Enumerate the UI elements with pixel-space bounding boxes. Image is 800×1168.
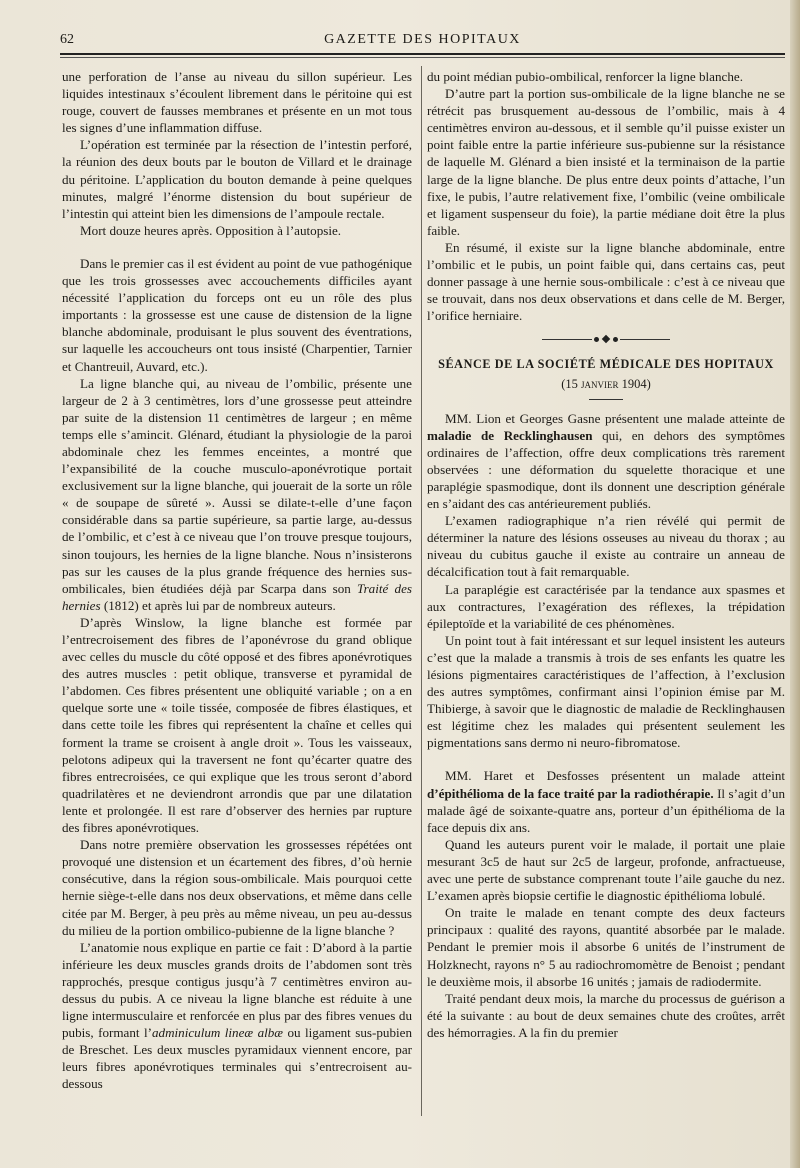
left-column bbox=[62, 68, 412, 1093]
section-ornament bbox=[427, 336, 785, 342]
paragraph: Un point tout à fait intéressant et sur lequel insistent les auteurs c’est que la malade a transmis à trois de ses enfants les quatre les lésions pigmentaires caractéristiques de l’affection, à l’exclusion des autres symptômes, confirmant ainsi l’opinion émise par M. Thibierge, à savoir que le diagnostic de maladie de Recklinghausen est légitime chez les malades qui présentent seulement les pigmentations sans dermo ni neuro-fibromatose. bbox=[427, 632, 785, 751]
paragraph: Dans notre première observation les grossesses répétées ont provoqué une distension et un écartement des fibres, d’où hernie consécutive, dans la région sous-ombilicale. Mais pourquoi cette hernie siège-t-elle dans nos deux observations, et même dans celle citée par M. Berger, à peu près au même niveau, un peu au-dessus du milieu de la portion ombilico-pubienne de la ligne blanche ? bbox=[62, 837, 412, 938]
paragraph: une perforation de l’anse au niveau du sillon supérieur. Les liquides intestinaux s’écoulent librement dans le péritoine qui est rouge, couvert de fausses membranes et présente en un mot tous les signes d’une inflammation diffuse. bbox=[62, 69, 412, 136]
paragraph-text: qui, en dehors des symptômes ordinaires de l’affection, offre deux complications très rarement observées : une déformation du squelette thoracique et une paraplégie spasmodique, dont ils donnent une description générale en s’aidant des cas antérieurement publiés. bbox=[427, 427, 785, 512]
paragraph: L’opération est terminée par la résection de l’intestin perforé, la réunion des deux bouts par le bouton de Villard et le drainage du péritoine. L’application du bouton demande à peine quelques minutes, malgré l’énorme distension du bout supérieur de l’intestin qui atteint bien les dimensions de l’ampoule rectale. bbox=[62, 137, 412, 221]
paragraph-text: MM. Haret et Desfosses présentent un malade atteint bbox=[445, 768, 785, 784]
section-date: (15 janvier 1904) bbox=[561, 376, 651, 391]
case-title: d’épithélioma de la face traité par la radiothérapie. bbox=[427, 785, 714, 801]
paragraph-text: L’anatomie nous explique en partie ce fait : D’abord à la partie inférieure les deux muscles grands droits de l’abdomen sont très rapprochés, presque contigus jusqu’à 7 centimètres environ au-dessus du pubis. A ce niveau la ligne blanche est réduite à une ligne intermusculaire et renforcée en plus par des fibres venues du pubis, formant l’ bbox=[62, 939, 412, 1041]
paragraph: En résumé, il existe sur la ligne blanche abdominale, entre l’ombilic et le pubis, un point faible qui, dans certains cas, peut donner passage à une hernie sous-ombilicale : c’est à ce niveau que se trouvait, dans nos deux observations et dans celle de M. Berger, l’orifice herniaire. bbox=[427, 239, 785, 324]
paragraph: L’examen radiographique n’a rien révélé qui permit de déterminer la nature des lésions osseuses au niveau du thorax ; au niveau du cubitus gauche il existe au contraire un anneau de décalcification tout à fait remarquable. bbox=[427, 513, 785, 580]
paragraph bbox=[427, 410, 785, 513]
paragraph: Mort douze heures après. Opposition à l’autopsie. bbox=[80, 222, 342, 238]
spacer bbox=[427, 751, 785, 767]
right-column bbox=[427, 68, 785, 1041]
paragraph bbox=[427, 767, 785, 835]
paragraph: Dans le premier cas il est évident au point de vue pathogénique que les trois grossesses avec accouchements difficiles ayant nécessité l’application du forceps ont eu un rôle des plus importants : la grossesse est une cause de distension de la ligne blanche abdominale, produisant le plus souvent des éventrations, sur laquelle les accoucheurs ont tous insisté (Charpentier, Tarnier et Chantreuil, Auvard, etc.). bbox=[62, 255, 412, 374]
page-number: 62 bbox=[60, 32, 74, 47]
header-rule bbox=[60, 53, 785, 55]
paragraph-text: (1812) et après lui par de nombreux auteurs. bbox=[103, 597, 336, 613]
header-rule-thin bbox=[60, 57, 785, 58]
disease-name: maladie de Recklinghausen bbox=[427, 427, 593, 443]
paragraph: du point médian pubio-ombilical, renforcer la ligne blanche. bbox=[427, 69, 743, 84]
paragraph-text: Il s’agit d’un malade âgé de soixante-quatre ans, porteur d’un épithélioma de la face depuis dix ans. bbox=[427, 785, 785, 835]
paragraph: D’autre part la portion sus-ombilicale de la ligne blanche ne se rétrécit pas brusquement au-dessous de l’ombilic, mais à 4 centimètres environ au-dessous, et il semble qu’il puisse exister un point faible entre la partie inférieure sus-pubienne sur la résistance de laquelle M. Glénard a bien insisté et la terminaison de la partie large de la ligne blanche. De plus entre deux points d’attache, l’un fixe, le pubis, l’autre relativement fixe, l’ombilic (veine ombilicale et ligament suspenseur du foie), la partie médiane doit être la plus faible. bbox=[427, 86, 785, 238]
paragraph-text: ou ligament sus-pubien de Breschet. Les deux muscles pyramidaux viennent encore, par leurs fibres aponévrotiques terminales qui s’entrecroisent au-dessous bbox=[62, 1025, 412, 1092]
paragraph: Traité pendant deux mois, la marche du processus de guérison a été la suivante : au bout de deux semaines chute des croûtes, arrêt des hémorragies. A la fin du premier bbox=[427, 990, 785, 1040]
latin-term: adminiculum lineæ albæ bbox=[151, 1025, 284, 1041]
paragraph: La paraplégie est caractérisée par la tendance aux spasmes et aux contractures, l’exagération des réflexes, la trépidation épileptoïde et la variabilité de ces phénomènes. bbox=[427, 581, 785, 631]
paragraph: Quand les auteurs purent voir le malade, il portait une plaie mesurant 3c5 de haut sur 2c5 de largeur, profonde, anfractueuse, avec une perte de substance comprenant toute l’aile gauche du nez. L’examen après biopsie certifie le diagnostic épithélioma lobulé. bbox=[427, 836, 785, 904]
running-title: GAZETTE DES HOPITAUX bbox=[324, 32, 521, 47]
paragraph: On traite le malade en tenant compte des deux facteurs principaux : qualité des rayons, quantité absorbée par le malade. Pendant le premier mois il absorbe 6 unités de l’instrument de Holzknecht, rayons n° 5 au radiochromomètre de Benoist ; pendant le deuxième mois, il absorbe 16 unités ; jamais de radiodermite. bbox=[427, 905, 785, 989]
paragraph-text: MM. Lion et Georges Gasne présentent une malade atteinte de bbox=[445, 410, 785, 426]
column-divider bbox=[421, 66, 422, 1116]
paragraph-text: La ligne blanche qui, au niveau de l’ombilic, présente une largeur de 2 à 3 centimètres, lors d’une grossesse peut atteindre par suite de la distension 11 centimètres de largeur ; en même temps elle s’amincit. Glénard, étudiant la physiologie de la paroi abdominale chez les femmes enceintes, a montré que l’expansibilité de la couche musculo-aponévrotique portait exclusivement sur la ligne blanche, qui jouerait de la sorte un rôle « de soupape de sûreté ». Aussi se dilate-t-elle d’une façon considérable dans sa partie supérieure, sa partie large, au-dessus de l’ombilic, et c’est à ce niveau que l’on trouve presque toujours, sinon toujours, les hernies de la ligne blanche. Nous n’insisterons pas sur les causes de la plus grande fréquence des hernies sus-ombilicales, bien étudiées déjà par Scarpa dans son bbox=[62, 375, 412, 596]
spacer bbox=[62, 239, 412, 255]
page-header bbox=[60, 30, 785, 52]
book-title: Traité des hernies bbox=[62, 580, 412, 613]
paragraph: D’après Winslow, la ligne blanche est formée par l’entrecroisement des fibres de l’aponévrose du grand oblique avec celles du muscle du côté opposé et des fibres aponévrotiques des autres muscles : petit oblique, transverse et pyramidal de l’abdomen. Ces fibres présentent une obliquité variable ; on a en quelque sorte une « toile tissée, composée de fibres élastiques, et dans cette toile les fibres qui représentent la chaîne et celles qui forment la trame se croisent à angle droit ». Tous les vaisseaux, pelotons adipeux qui la traversent ne font qu’écarter quatre des fibres entrecroisées, ce qui explique que les trous seront d’abord quadrilatères et ne deviendront arrondis que par une dilatation lente et prolongée. Il est rare d’observer des hernies par rupture des fibres aponévrotiques. bbox=[62, 614, 412, 836]
paragraph bbox=[62, 939, 412, 1093]
paragraph bbox=[62, 375, 412, 614]
short-rule bbox=[589, 399, 623, 400]
section-title: SÉANCE DE LA SOCIÉTÉ MÉDICALE DES HOPITAUX bbox=[438, 357, 774, 372]
page-edge-shadow bbox=[790, 0, 800, 1168]
